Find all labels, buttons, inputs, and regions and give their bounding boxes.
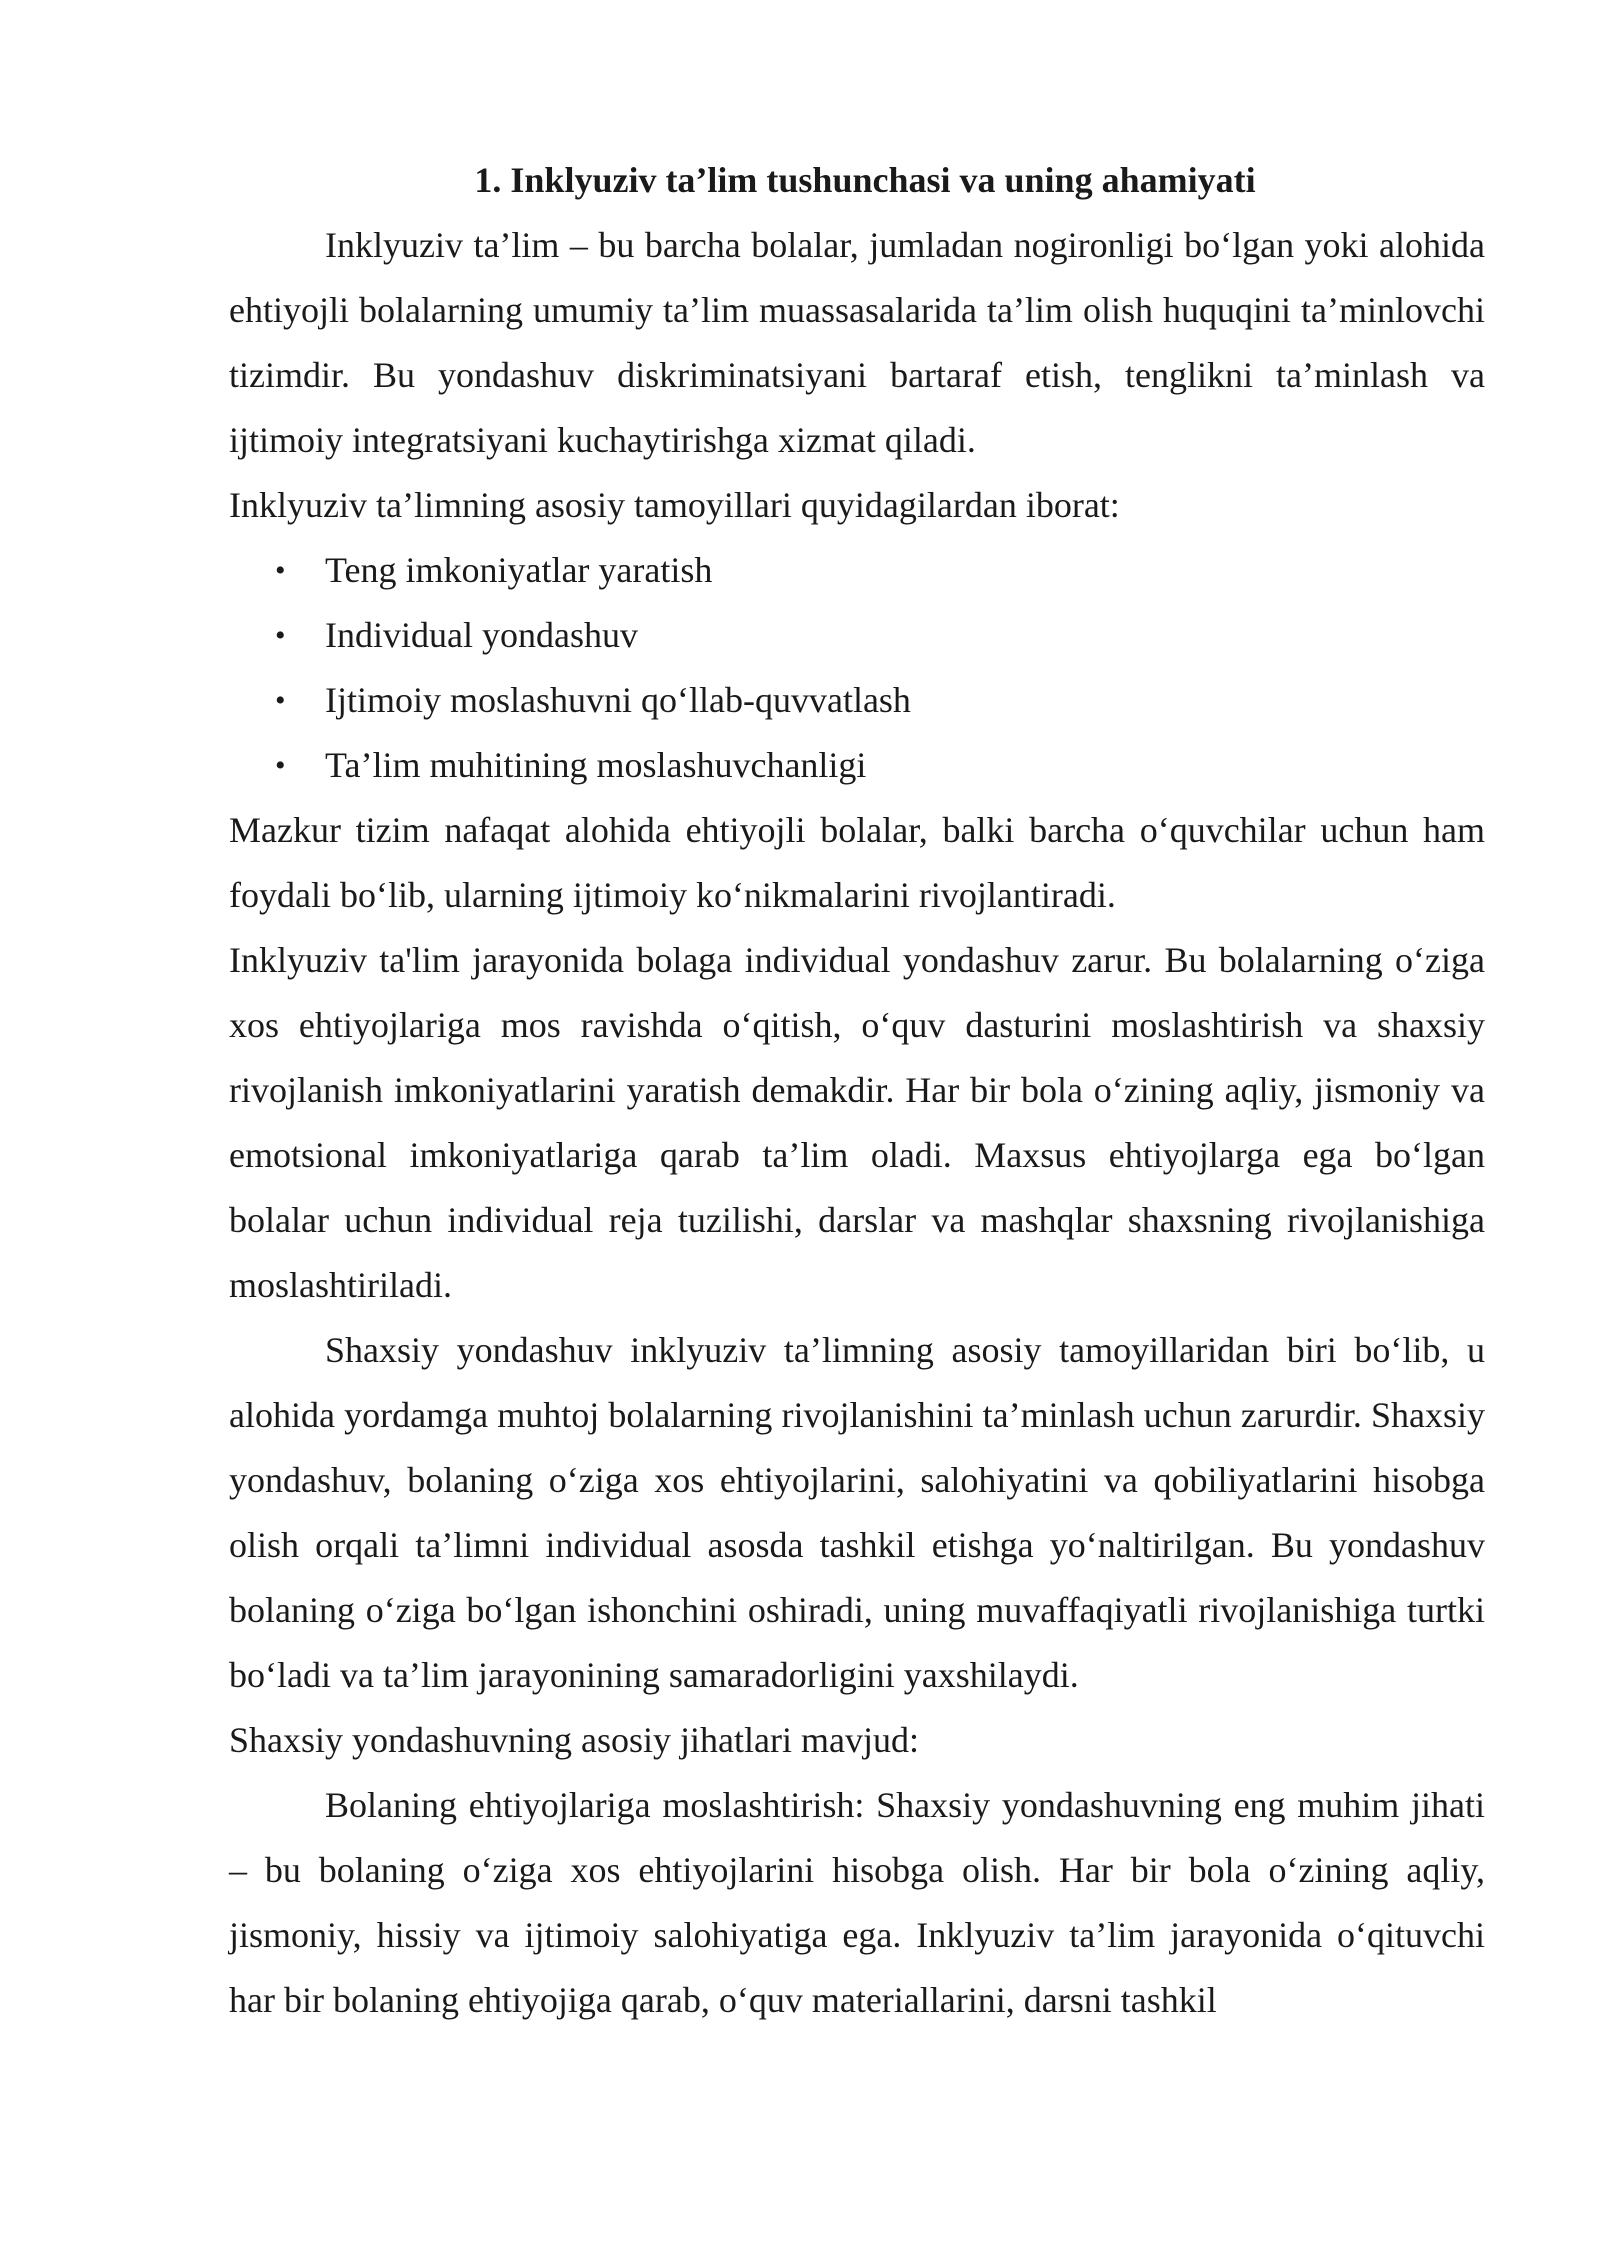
list-item xyxy=(229,603,1485,668)
list-item xyxy=(229,733,1485,798)
list-item xyxy=(229,668,1485,733)
list-item-text: Ta’lim muhitining moslashuvchanligi xyxy=(325,745,867,785)
paragraph-adapting-needs: Bolaning ehtiyojlariga moslashtirish: Shaxsiy yondashuvning eng muhim jihati – bu bolaning o‘ziga xos ehtiyojlarini hisobga olish. Har bir bola o‘zining aqliy, jismoniy, hissiy va ijtimoiy salohiyatiga ega. Inklyuziv ta’lim jarayonida o‘qituvchi har bir bolaning ehtiyojiga qarab, o‘quv materiallarini, darsni tashkil xyxy=(229,1785,1485,2020)
bullet-icon: • xyxy=(275,554,286,587)
list-item-text: Ijtimoiy moslashuvni qo‘llab-quvvatlash xyxy=(325,680,911,720)
paragraph-definition: Inklyuziv ta’lim – bu barcha bolalar, jumladan nogironligi bo‘lgan yoki alohida ehtiyojli bolalarning umumiy ta’lim muassasalarida ta’lim olish huquqini ta’minlovchi tizimdir. Bu yondashuv diskriminatsiyani bartaraf etish, tenglikni ta’minlash va ijtimoiy integratsiyani kuchaytirishga xizmat qiladi. xyxy=(229,225,1485,460)
paragraph-aspects-intro: Shaxsiy yondashuvning asosiy jihatlari mavjud: xyxy=(229,1720,919,1760)
paragraph-personal-approach: Shaxsiy yondashuv inklyuziv ta’limning asosiy tamoyillaridan biri bo‘lib, u alohida yordamga muhtoj bolalarning rivojlanishini ta’minlash uchun zarurdir. Shaxsiy yondashuv, bolaning o‘ziga xos ehtiyojlarini, salohiyatini va qobiliyatlarini hisobga olish orqali ta’limni individual asosda tashkil etishga yo‘naltirilgan. Bu yondashuv bolaning o‘ziga bo‘lgan ishonchini oshiradi, uning muvaffaqiyatli rivojlanishiga turtki bo‘ladi va ta’lim jarayonining samaradorligini yaxshilaydi. xyxy=(229,1330,1485,1695)
bullet-icon: • xyxy=(275,749,286,782)
paragraph-benefits: Mazkur tizim nafaqat alohida ehtiyojli bolalar, balki barcha o‘quvchilar uchun ham foydali bo‘lib, ularning ijtimoiy ko‘nikmalarini rivojlantiradi. xyxy=(229,810,1485,915)
document-body xyxy=(229,148,1485,2033)
bullet-icon: • xyxy=(275,684,286,717)
bullet-icon: • xyxy=(275,619,286,652)
paragraph-individual-approach: Inklyuziv ta'lim jarayonida bolaga individual yondashuv zarur. Bu bolalarning o‘ziga xos ehtiyojlariga mos ravishda o‘qitish, o‘quv dasturini moslashtirish va shaxsiy rivojlanish imkoniyatlarini yaratish demakdir. Har bir bola o‘zining aqliy, jismoniy va emotsional imkoniyatlariga qarab ta’lim oladi. Maxsus ehtiyojlarga ega bo‘lgan bolalar uchun individual reja tuzilishi, darslar va mashqlar shaxsning rivojlanishiga moslashtiriladi. xyxy=(229,940,1485,1305)
paragraph-principles-intro: Inklyuziv ta’limning asosiy tamoyillari quyidagilardan iborat: xyxy=(229,485,1120,525)
list-item-text: Individual yondashuv xyxy=(325,615,638,655)
list-item-text: Teng imkoniyatlar yaratish xyxy=(325,550,713,590)
principles-list xyxy=(229,538,1485,798)
list-item xyxy=(229,538,1485,603)
section-heading: 1. Inklyuziv ta’lim tushunchasi va uning ahamiyati xyxy=(474,160,1256,200)
